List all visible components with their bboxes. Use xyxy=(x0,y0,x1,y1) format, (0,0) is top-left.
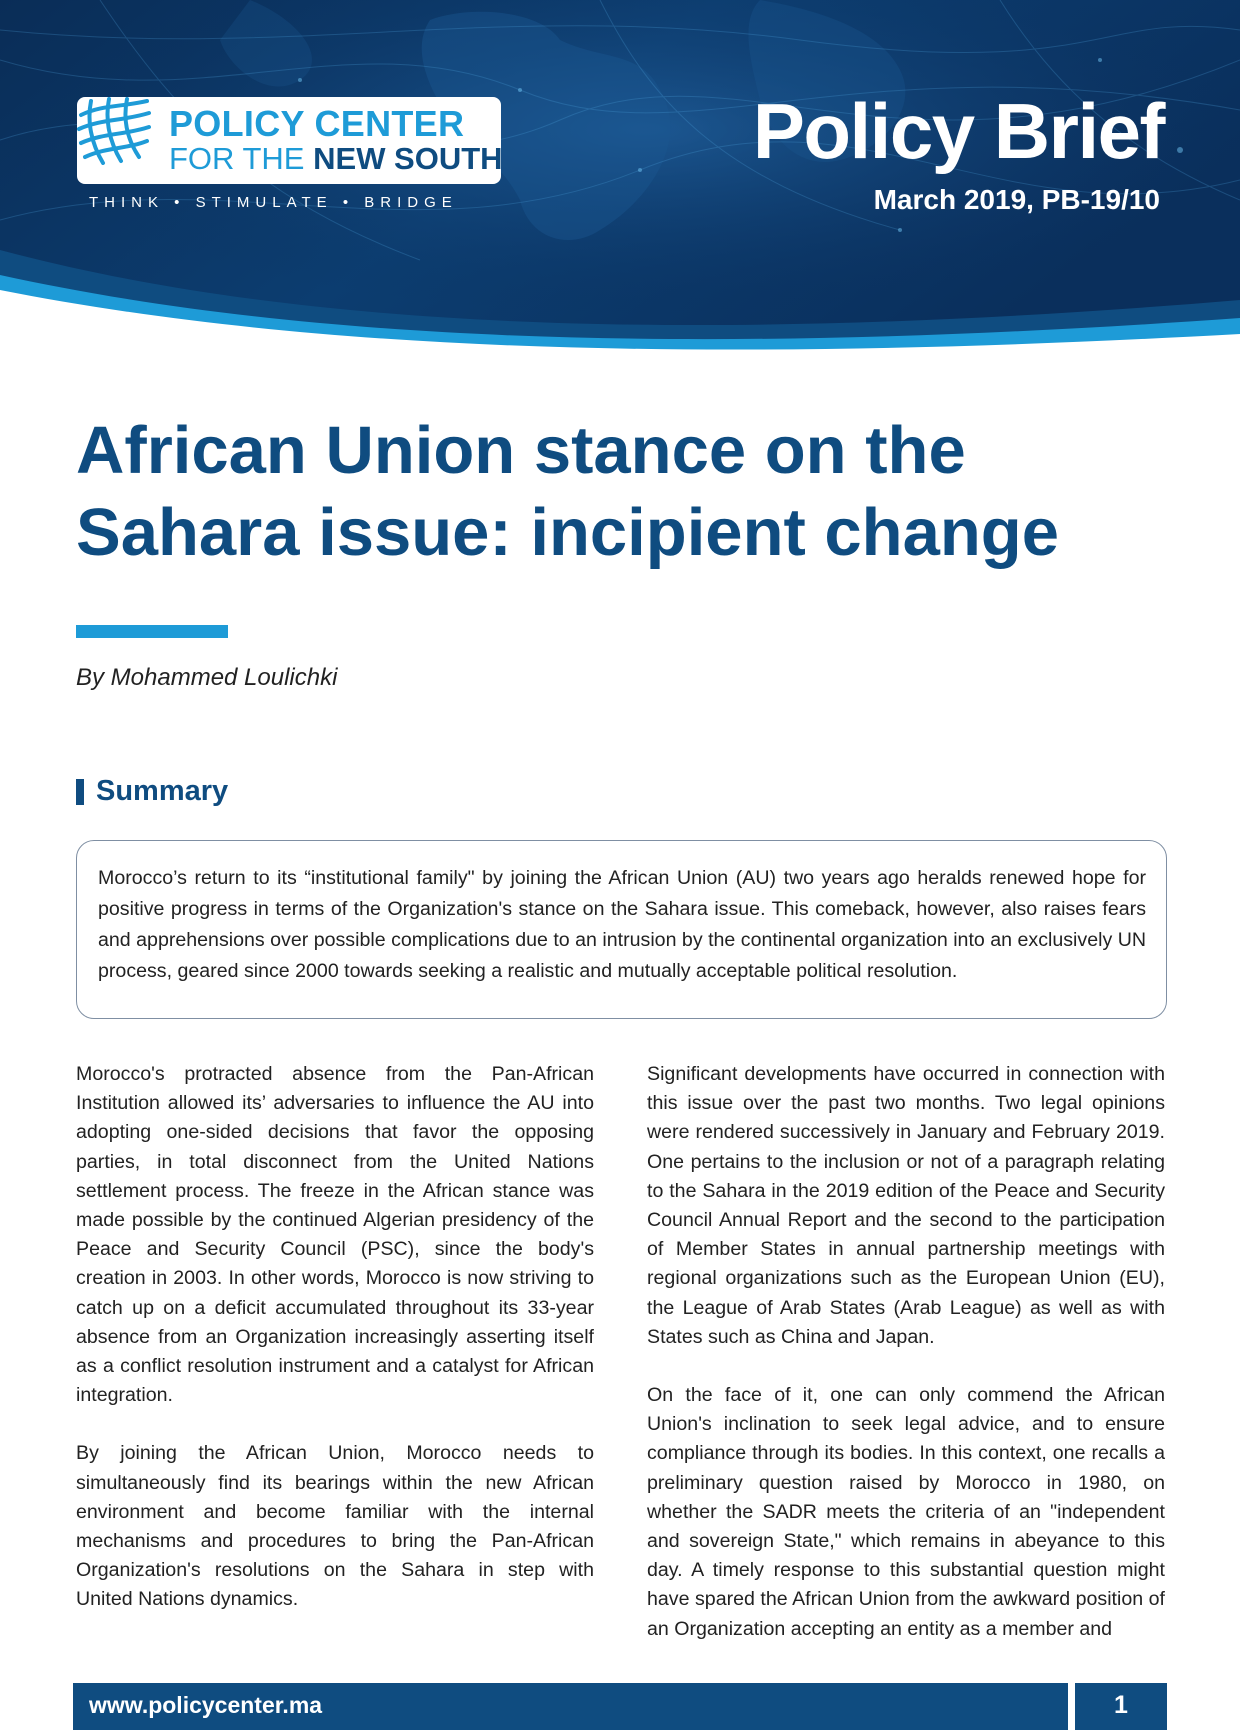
body-paragraph: Significant developments have occurred in connection with this issue over the past two months. Two legal opinions were rendered successively in January and February 2019. One pertains to the inclusion or not of a paragraph relating to the Sahara in the 2019 edition of the Peace and Security Council Annual Report and the second to the participation of Member States in annual partnership meetings with regional organizations such as the European Union (EU), the League of Arab States (Arab League) as well as with States such as China and Japan. xyxy=(647,1063,1165,1348)
body-paragraph: Morocco's protracted absence from the Pan-African Institution allowed its’ adversaries to influence the AU into adopting one-sided decisions that favor the opposing parties, in total disconnect from the United Nations settlement process. The freeze in the African stance was made possible by the continued Algerian presidency of the Peace and Security Council (PSC), since the body's creation in 2003. In other words, Morocco is now striving to catch up on a deficit accumulated throughout its 33-year absence from an Organization increasingly asserting itself as a conflict resolution instrument and a catalyst for African integration. xyxy=(76,1063,594,1407)
summary-text: Morocco’s return to its “institutional family" by joining the African Union (AU) two years ago heralds renewed hope for positive progress in terms of the Organization's stance on the Sahara issue. This comeback, however, also raises fears and apprehensions over possible complications due to an intrusion by the continental organization into an exclusively UN process, geared since 2000 towards seeking a realistic and mutually acceptable political resolution. xyxy=(98,867,1146,982)
globe-mesh-icon xyxy=(77,97,151,165)
document-type: Policy Brief xyxy=(752,87,1164,175)
header-banner xyxy=(0,0,1240,370)
summary-heading-marker xyxy=(76,779,84,805)
logo-line-2-prefix: FOR THE xyxy=(169,141,305,176)
body-paragraph: On the face of it, one can only commend the African Union's inclination to seek legal advice, and to ensure compliance through its bodies. In this context, one recalls a preliminary question raised by Morocco in 1980, on whether the SADR meets the criteria of an "independent and sovereign State," which remains in abeyance to this day. A timely response to this substantial question might have spared the African Union from the awkward position of an Organization accepting an entity as a member and xyxy=(647,1384,1165,1640)
logo-tagline: THINK • STIMULATE • BRIDGE xyxy=(89,194,458,211)
summary-heading-label: Summary xyxy=(96,775,229,807)
footer-page-box xyxy=(1075,1683,1167,1730)
logo xyxy=(77,97,501,184)
body-column-right xyxy=(647,1060,1165,1673)
body-column-left xyxy=(76,1060,594,1644)
page-number: 1 xyxy=(1114,1691,1128,1719)
footer-website-bar xyxy=(73,1683,1068,1730)
logo-line-1: POLICY CENTER xyxy=(169,103,465,144)
body-paragraph: By joining the African Union, Morocco needs to simultaneously find its bearings within the new African environment and become familiar with the internal mechanisms and procedures to bring the Pan-African Organization's resolutions on the Sahara in step with United Nations dynamics. xyxy=(76,1442,594,1611)
footer-website-link[interactable]: www.policycenter.ma xyxy=(89,1692,323,1718)
title-underline xyxy=(76,625,228,638)
summary-box xyxy=(76,840,1167,1019)
logo-line-2-bold: NEW SOUTH xyxy=(313,141,503,176)
author-byline: By Mohammed Loulichki xyxy=(76,664,338,691)
document-date-reference: March 2019, PB-19/10 xyxy=(873,184,1160,215)
logo-line-2 xyxy=(169,141,503,177)
page-title: African Union stance on the Sahara issue: incipient change xyxy=(76,413,1059,570)
